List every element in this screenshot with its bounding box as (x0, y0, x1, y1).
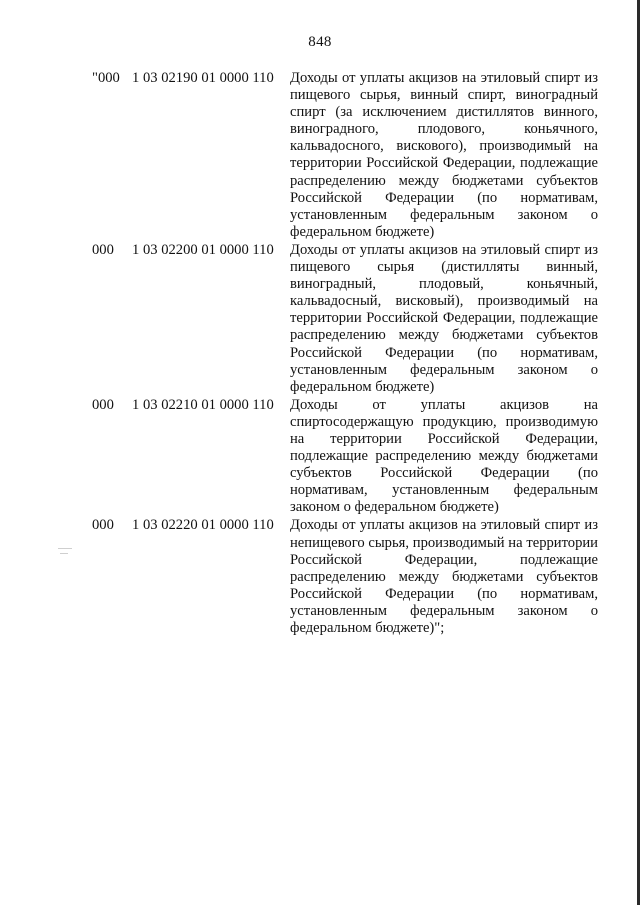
scan-artifact (60, 553, 68, 554)
budget-classification-code: 1 03 02220 01 0000 110 (132, 517, 274, 534)
budget-classification-code: 1 03 02190 01 0000 110 (132, 70, 274, 86)
table-row (92, 397, 598, 517)
scan-artifact (58, 548, 72, 549)
budget-code-table (92, 70, 598, 638)
budget-classification-code: 1 03 02200 01 0000 110 (132, 241, 274, 258)
page-number: 848 (308, 34, 332, 50)
admin-code: 000 (92, 517, 114, 534)
table-row (92, 517, 598, 637)
revenue-description: Доходы от уплаты акцизов на этиловый спирт из пищевого сырья (дистилляты винный, виноградный, плодовый, коньячный, кальвадосный, висковый), производимый на территории Российской Федерации, подлежащие распределению между бюджетами субъектов Российской Федерации (по нормативам, установленным федеральным законом о федеральном бюджете) (290, 241, 598, 395)
revenue-description: Доходы от уплаты акцизов на спиртосодержащую продукцию, производимую на территории Российской Федерации, подлежащие распределению между бюджетами субъектов Российской Федерации (по нормативам, установленным федеральным законом о федеральном бюджете) (290, 396, 598, 516)
revenue-description: Доходы от уплаты акцизов на этиловый спирт из пищевого сырья, винный спирт, виноградный спирт (за исключением дистиллятов винного, виноградного, плодового, коньячного, кальвадосного, вискового), производимый на территории Российской Федерации, подлежащие распределению между бюджетами субъектов Российской Федерации (по нормативам, установленным федеральным законом о федеральном бюджете) (290, 70, 598, 240)
admin-code: "000 (92, 70, 120, 86)
table-row (92, 70, 598, 241)
budget-classification-code: 1 03 02210 01 0000 110 (132, 396, 274, 413)
revenue-description: Доходы от уплаты акцизов на этиловый спирт из непищевого сырья, производимый на территории Российской Федерации, подлежащие распределению между бюджетами субъектов Российской Федерации (по нормативам, установленным федеральным законом о федеральном бюджете)"; (290, 517, 598, 636)
admin-code: 000 (92, 241, 114, 258)
admin-code: 000 (92, 396, 114, 413)
table-row (92, 242, 598, 396)
